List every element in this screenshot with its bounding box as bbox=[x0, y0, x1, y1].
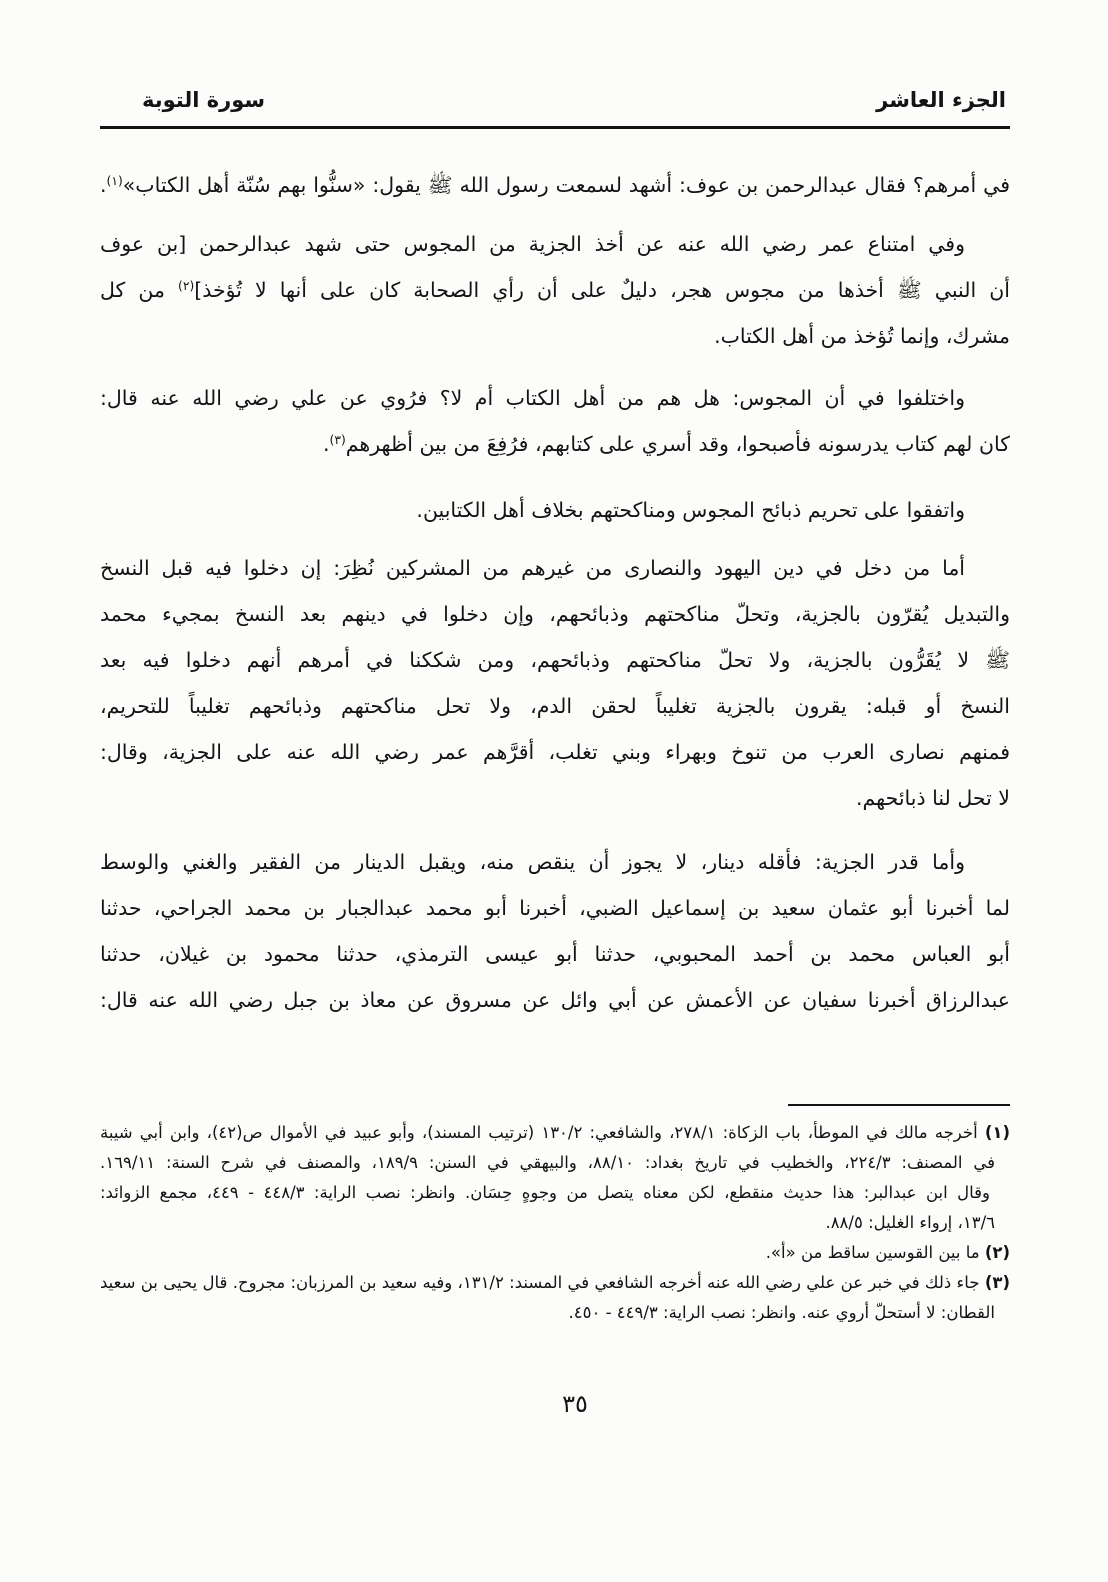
paragraph bbox=[100, 162, 1010, 208]
line-text: مشرك، وإنما تُؤخذ من أهل الكتاب. bbox=[714, 324, 1010, 348]
footnote-line bbox=[100, 1148, 995, 1178]
footnote-ref: (١) bbox=[106, 173, 123, 188]
text-line bbox=[100, 885, 1010, 931]
text-line bbox=[100, 591, 1010, 637]
line-text: أما من دخل في دين اليهود والنصارى من غيرهم من المشركين نُظِرَ: إن دخلوا فيه قبل النسخ bbox=[100, 556, 965, 580]
footnote-line bbox=[100, 1268, 1010, 1298]
text-line bbox=[100, 313, 1010, 359]
footnote-marker: (١) bbox=[984, 1123, 1011, 1142]
text-line bbox=[100, 421, 1010, 467]
footnote-text: وقال ابن عبدالبر: هذا حديث منقطع، لكن معناه يتصل من وجوهٍ حِسَان. وانظر: نصب الراية: ٤٤٨/٣ - ٤٤٩، مجمع الزوائد: bbox=[100, 1183, 990, 1202]
line-text: في أمرهم؟ فقال عبدالرحمن بن عوف: أشهد لسمعت رسول الله ﷺ يقول: «سنُّوا بهم سُنّة أهل الكتاب» bbox=[122, 173, 1010, 197]
text-line bbox=[100, 162, 1010, 208]
footnote-rule bbox=[788, 1104, 1010, 1106]
footnote-marker: (٢) bbox=[984, 1243, 1010, 1262]
line-text: كان لهم كتاب يدرسونه فأصبحوا، وقد أسري على كتابهم، فرُفِعَ من بين أظهرهم bbox=[345, 432, 1010, 456]
line-text-tail: . bbox=[100, 173, 107, 197]
footnote-line bbox=[100, 1208, 995, 1238]
footnotes bbox=[100, 1118, 1010, 1328]
line-text-tail: من كل bbox=[100, 278, 179, 302]
paragraph bbox=[100, 839, 1010, 1023]
header-rule bbox=[100, 126, 1010, 129]
text-line bbox=[100, 683, 1010, 729]
footnote-ref: (٣) bbox=[329, 432, 346, 447]
line-text: وفي امتناع عمر رضي الله عنه عن أخذ الجزية من المجوس حتى شهد عبدالرحمن [بن عوف bbox=[100, 232, 965, 256]
footnote-marker: (٣) bbox=[984, 1273, 1011, 1292]
line-text: واختلفوا في أن المجوس: هل هم من أهل الكتاب أم لا؟ فرُوي عن علي رضي الله عنه قال: bbox=[100, 386, 965, 410]
running-head-part: الجزء العاشر bbox=[876, 88, 1006, 112]
text-line bbox=[100, 931, 1010, 977]
footnote-line bbox=[100, 1298, 995, 1328]
text-line bbox=[100, 487, 1010, 533]
line-text: فمنهم نصارى العرب من تنوخ وبهراء وبني تغلب، أقرَّهم عمر رضي الله عنه على الجزية، وقال: bbox=[100, 740, 1010, 764]
line-text: والتبديل يُقرّون بالجزية، وتحلّ مناكحتهم وذبائحهم، وإن دخلوا في دينهم بعد النسخ بمجيء محمد bbox=[100, 602, 1010, 626]
text-line bbox=[100, 267, 1010, 313]
text-line bbox=[100, 375, 1010, 421]
footnote-text: ما بين القوسين ساقط من «أ». bbox=[765, 1243, 980, 1262]
footnote-ref: (٢) bbox=[178, 278, 195, 293]
line-text: عبدالرزاق أخبرنا سفيان عن الأعمش عن أبي وائل عن مسروق عن معاذ بن جبل رضي الله عنه قال: bbox=[100, 988, 1010, 1012]
text-line bbox=[100, 637, 1010, 683]
running-head-surah: سورة التوبة bbox=[142, 88, 266, 112]
footnote-line bbox=[100, 1118, 1010, 1148]
line-text: أن النبي ﷺ أخذها من مجوس هجر، دليلٌ على أن رأي الصحابة كان على أنها لا تُؤخذ] bbox=[194, 278, 1011, 302]
footnote-line bbox=[100, 1178, 990, 1208]
line-text: النسخ أو قبله: يقرون بالجزية تغليباً لحقن الدم، ولا تحل مناكحتهم وذبائحهم تغليباً للتحريم، bbox=[100, 694, 1010, 718]
footnote-text: جاء ذلك في خبر عن علي رضي الله عنه أخرجه الشافعي في المسند: ١٣١/٢، وفيه سعيد بن المرزبان: مجروح. قال يحيى بن سعيد bbox=[100, 1273, 980, 1292]
footnote bbox=[100, 1238, 1010, 1268]
paragraph bbox=[100, 487, 1010, 533]
footnote-text: في المصنف: ٢٢٤/٣، والخطيب في تاريخ بغداد: ٨٨/١٠، والبيهقي في السنن: ١٨٩/٩، والمصنف في شرح السنة: ١٦٩/١١. bbox=[100, 1153, 995, 1172]
footnote bbox=[100, 1268, 1010, 1328]
text-line bbox=[100, 775, 1010, 821]
footnote-text: ١٣/٦، إرواء الغليل: ٨٨/٥. bbox=[825, 1213, 995, 1232]
footnote-text: القطان: لا أستحلّ أروي عنه. وانظر: نصب الراية: ٤٤٩/٣ - ٤٥٠. bbox=[568, 1303, 995, 1322]
text-line bbox=[100, 839, 1010, 885]
footnote-line bbox=[100, 1238, 1010, 1268]
line-text: أبو العباس محمد بن أحمد المحبوبي، حدثنا أبو عيسى الترمذي، حدثنا محمود بن غيلان، حدثنا bbox=[100, 942, 1010, 966]
text-line bbox=[100, 221, 1010, 267]
paragraph bbox=[100, 375, 1010, 467]
page-number: ٣٥ bbox=[562, 1390, 588, 1418]
text-line bbox=[100, 977, 1010, 1023]
line-text: ﷺ لا يُقَرُّون بالجزية، ولا تحلّ مناكحتهم وذبائحهم، ومن شككنا في أمرهم أنهم دخلوا فيه بعد bbox=[100, 648, 1010, 672]
footnote-text: أخرجه مالك في الموطأ، باب الزكاة: ٢٧٨/١، والشافعي: ١٣٠/٢ (ترتيب المسند)، وأبو عبيد في الأموال ص(٤٢)، وابن أبي شيبة bbox=[100, 1123, 978, 1142]
line-text: وأما قدر الجزية: فأقله دينار، لا يجوز أن ينقص منه، ويقبل الدينار من الفقير والغني والوسط bbox=[100, 850, 965, 874]
text-line bbox=[100, 545, 1010, 591]
line-text-tail: . bbox=[323, 432, 330, 456]
paragraph bbox=[100, 545, 1010, 821]
line-text: لما أخبرنا أبو عثمان سعيد بن إسماعيل الضبي، أخبرنا أبو محمد عبدالجبار بن محمد الجراحي، حدثنا bbox=[100, 896, 1010, 920]
paragraph bbox=[100, 221, 1010, 359]
text-line bbox=[100, 729, 1010, 775]
line-text: لا تحل لنا ذبائحهم. bbox=[855, 786, 1010, 810]
footnote bbox=[100, 1118, 1010, 1238]
line-text: واتفقوا على تحريم ذبائح المجوس ومناكحتهم بخلاف أهل الكتابين. bbox=[416, 498, 965, 522]
